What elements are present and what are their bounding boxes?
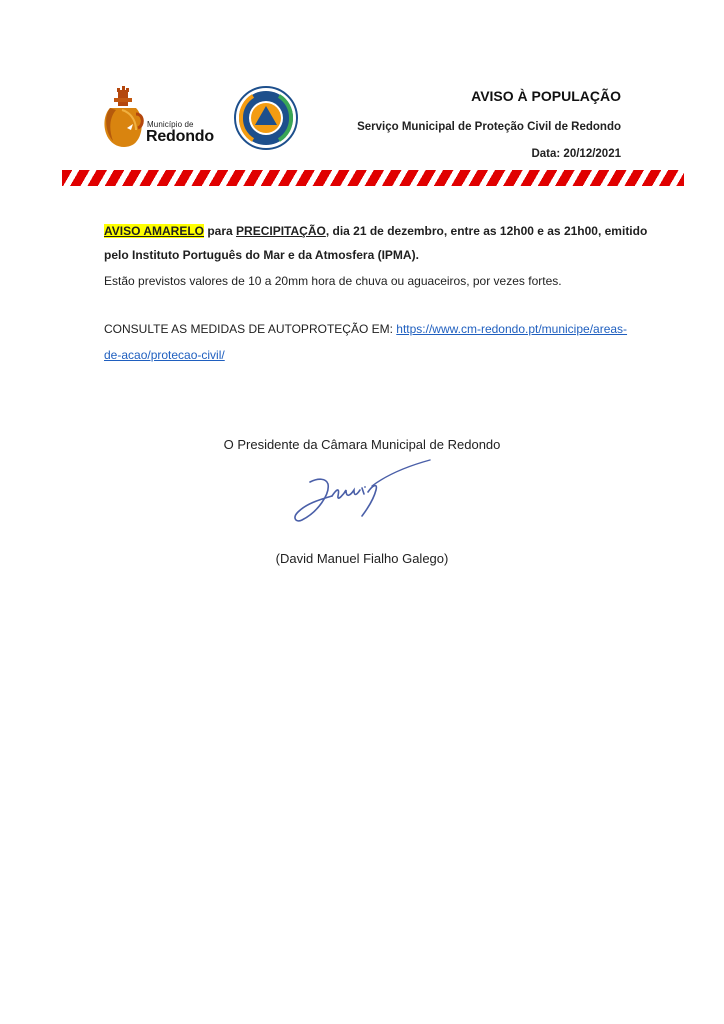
document-title: AVISO À POPULAÇÃO — [471, 88, 621, 104]
phenomenon: PRECIPITAÇÃO — [236, 224, 326, 238]
consult-label: CONSULTE AS MEDIDAS DE AUTOPROTEÇÃO EM: — [104, 322, 397, 336]
forecast-text: Estão previstos valores de 10 a 20mm hora de chuva ou aguaceiros, por vezes fortes. — [104, 274, 562, 288]
municipio-logo-name: Redondo — [146, 128, 214, 145]
amphora-icon — [100, 86, 146, 148]
warning-text-a: para — [204, 224, 237, 238]
signatory-name: (David Manuel Fialho Galego) — [275, 551, 449, 566]
document-date: Data: 20/12/2021 — [531, 148, 621, 160]
handwritten-signature — [288, 456, 438, 528]
warning-level-badge: AVISO AMARELO — [104, 224, 205, 238]
warning-line-2: pelo Instituto Português do Mar e da Atmosfera (IPMA). — [104, 248, 419, 262]
protection-measures-link-part-1[interactable]: https://www.cm-redondo.pt/municipe/areas- — [396, 322, 628, 336]
municipio-logo-small-text: Município de — [147, 120, 194, 129]
protection-measures-link-part-2[interactable]: de-acao/protecao-civil/ — [104, 348, 225, 362]
signatory-role: O Presidente da Câmara Municipal de Redondo — [223, 437, 501, 452]
warning-text-b: , dia 21 de dezembro, entre as 12h00 e as 21h00, emitido — [325, 224, 648, 238]
municipio-logo — [100, 86, 225, 148]
hazard-stripe-divider — [62, 170, 684, 186]
consult-line-2 — [104, 346, 225, 364]
service-name: Serviço Municipal de Proteção Civil de Redondo — [357, 121, 621, 133]
consult-line — [104, 320, 627, 338]
warning-line-1 — [104, 222, 647, 240]
civil-protection-emblem-icon — [233, 85, 299, 151]
